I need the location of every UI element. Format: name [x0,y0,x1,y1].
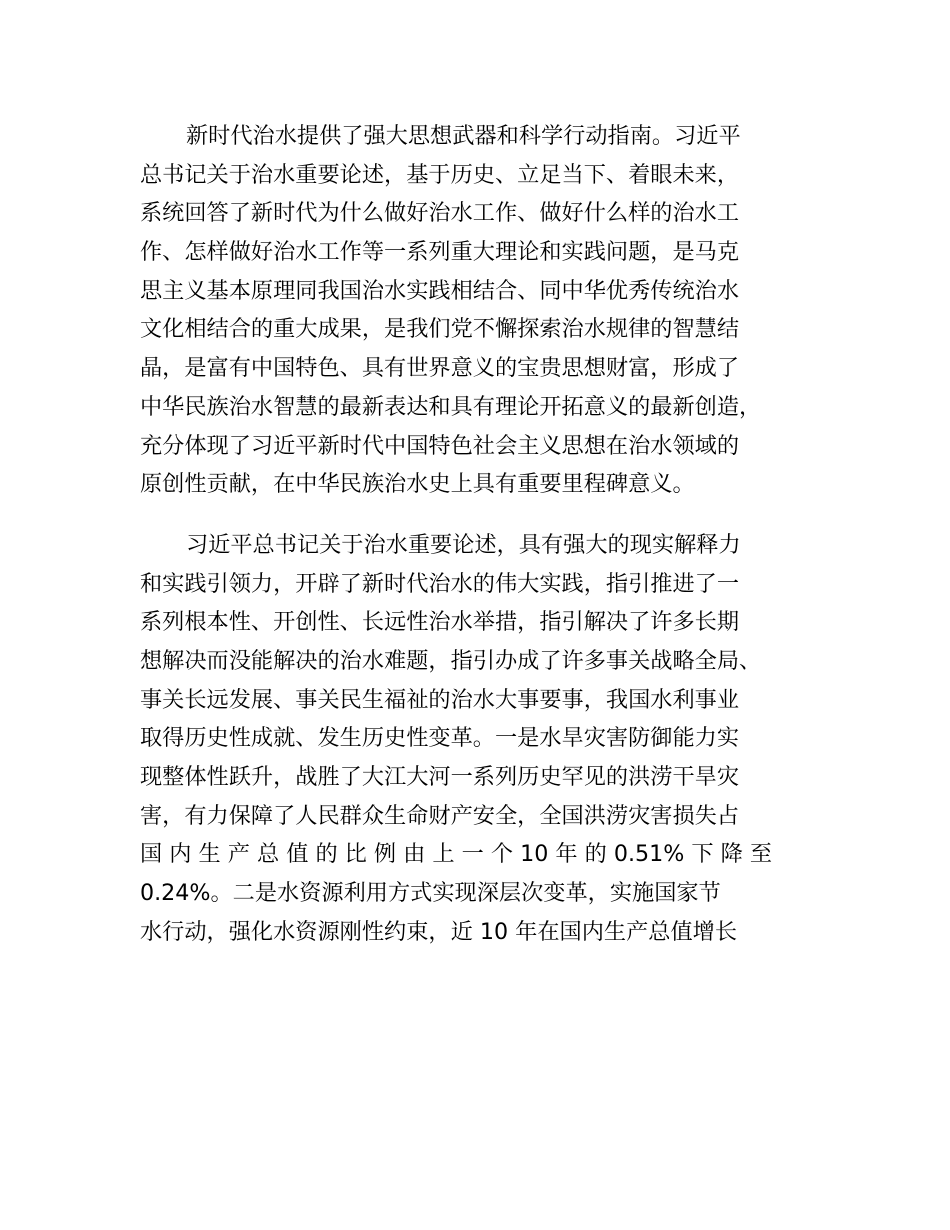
text-line: 充分体现了习近平新时代中国特色社会主义思想在治水领域的 [140,432,740,459]
paragraph-2 [140,526,830,952]
text-line: 0.24%。二是水资源利用方式实现深层次变革，实施国家节 [140,880,721,907]
paragraph-spacer [140,504,830,526]
text-line: 文化相结合的重大成果，是我们党不懈探索治水规律的智慧结 [140,316,740,343]
text-line: 水行动，强化水资源刚性约束，近 10 年在国内生产总值增长 [140,918,738,945]
text-line: 系统回答了新时代为什么做好治水工作、做好什么样的治水工 [140,200,740,227]
text-line: 取得历史性成就、发生历史性变革。一是水旱灾害防御能力实 [140,725,740,752]
text-line: 新时代治水提供了强大思想武器和科学行动指南。习近平 [186,123,741,149]
text-line: 害，有力保障了人民群众生命财产安全，全国洪涝灾害损失占 [140,802,740,829]
text-line: 现整体性跃升，战胜了大江大河一系列历史罕见的洪涝干旱灾 [140,764,740,790]
text-line: 国 内 生 产 总 值 的 比 例 由 上 一 个 10 年 的 0.51% 下 降 至 [140,841,773,868]
text-line: 习近平总书记关于治水重要论述，具有强大的现实解释力 [186,531,741,558]
text-line: 和实践引领力，开辟了新时代治水的伟大实践，指引推进了一 [140,570,740,597]
text-line: 晶，是富有中国特色、具有世界意义的宝贵思想财富，形成了 [140,355,740,382]
text-line: 作、怎样做好治水工作等一系列重大理论和实践问题，是马克 [140,239,740,266]
text-line: 原创性贡献，在中华民族治水史上具有重要里程碑意义。 [140,471,695,498]
paragraph-1 [140,117,830,504]
text-line: 总书记关于治水重要论述，基于历史、立足当下、着眼未来， [140,161,740,188]
text-line: 想解决而没能解决的治水难题，指引办成了许多事关战略全局、 [140,647,762,674]
text-line: 思主义基本原理同我国治水实践相结合、同中华优秀传统治水 [140,277,740,304]
text-line: 事关长远发展、事关民生福祉的治水大事要事，我国水利事业 [140,686,740,713]
text-line: 中华民族治水智慧的最新表达和具有理论开拓意义的最新创造， [140,393,762,420]
body-text [140,117,830,951]
text-line: 系列根本性、开创性、长远性治水举措，指引解决了许多长期 [140,609,740,636]
